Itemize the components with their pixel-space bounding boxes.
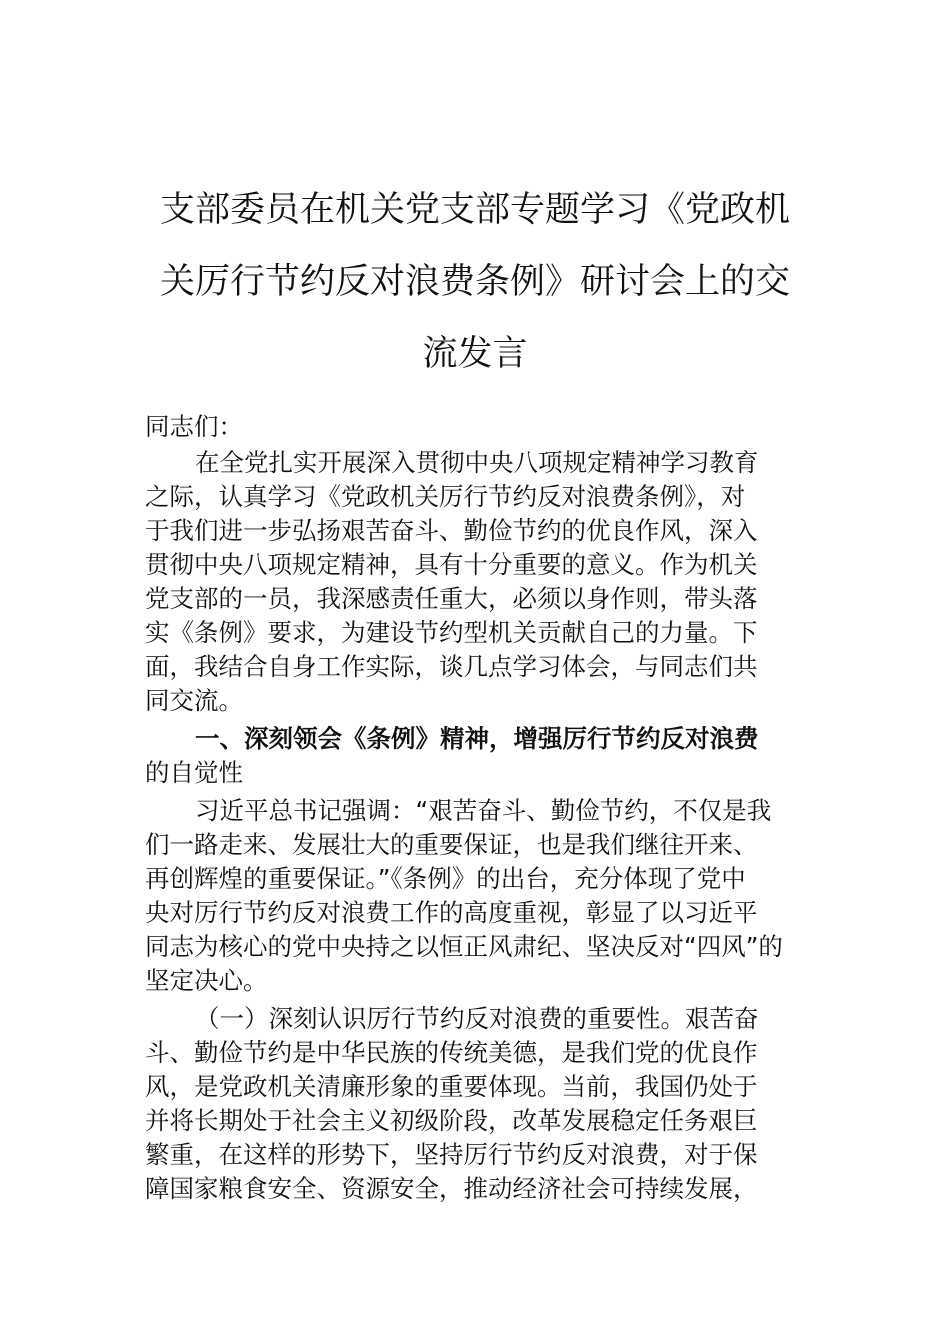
paragraph-line: 并将长期处于社会主义初级阶段，改革发展稳定任务艰巨: [145, 1106, 758, 1135]
document-title: [140, 174, 810, 390]
paragraph-line: 风，是党政机关清廉形象的重要体现。当前，我国仍处于: [145, 1072, 758, 1101]
paragraph-line: 同交流。: [145, 686, 243, 715]
section-heading: [145, 722, 807, 790]
paragraph-line: 同志为核心的党中央持之以恒正风肃纪、坚决反对“四风”的: [145, 932, 783, 961]
paragraph-line: 繁重，在这样的形势下，坚持厉行节约反对浪费，对于保: [145, 1140, 758, 1169]
paragraph-line: 实《条例》要求，为建设节约型机关贡献自己的力量。下: [145, 618, 758, 647]
subsection-paragraph: [145, 1002, 807, 1206]
paragraph-line: 再创辉煌的重要保证。”《条例》的出台，充分体现了党中: [145, 864, 746, 893]
quote-paragraph: [145, 794, 807, 998]
document-body: [145, 410, 807, 1206]
title-line: 流发言: [422, 334, 528, 374]
paragraph-line: 在全党扎实开展深入贯彻中央八项规定精神学习教育: [195, 448, 759, 477]
paragraph-line: 障国家粮食安全、资源安全，推动经济社会可持续发展，: [145, 1174, 758, 1203]
paragraph-line: 坚定决心。: [145, 966, 268, 995]
heading-line: 一、深刻领会《条例》精神，增强厉行节约反对浪费: [195, 724, 759, 753]
paragraph-line: 央对厉行节约反对浪费工作的高度重视，彰显了以习近平: [145, 898, 758, 927]
paragraph-line: 党支部的一员，我深感责任重大，必须以身作则，带头落: [145, 584, 758, 613]
paragraph-line: 贯彻中央八项规定精神，具有十分重要的意义。作为机关: [145, 550, 758, 579]
paragraph-line: 斗、勤俭节约是中华民族的传统美德，是我们党的优良作: [145, 1038, 758, 1067]
paragraph-line: 习近平总书记强调：“艰苦奋斗、勤俭节约，不仅是我: [195, 796, 772, 825]
title-line: 关厉行节约反对浪费条例》研讨会上的交: [159, 262, 790, 302]
paragraph-line: 之际，认真学习《党政机关厉行节约反对浪费条例》，对: [145, 482, 746, 511]
heading-line: 的自觉性: [145, 758, 243, 787]
title-line: 支部委员在机关党支部专题学习《党政机: [159, 190, 790, 230]
intro-paragraph: [145, 446, 807, 718]
paragraph-line: （一）深刻认识厉行节约反对浪费的重要性。艰苦奋: [195, 1004, 759, 1033]
salutation: 同志们：: [145, 412, 243, 441]
paragraph-line: 于我们进一步弘扬艰苦奋斗、勤俭节约的优良作风，深入: [145, 516, 758, 545]
paragraph-line: 们一路走来、发展壮大的重要保证，也是我们继往开来、: [145, 830, 758, 859]
paragraph-line: 面，我结合自身工作实际，谈几点学习体会，与同志们共: [145, 652, 758, 681]
